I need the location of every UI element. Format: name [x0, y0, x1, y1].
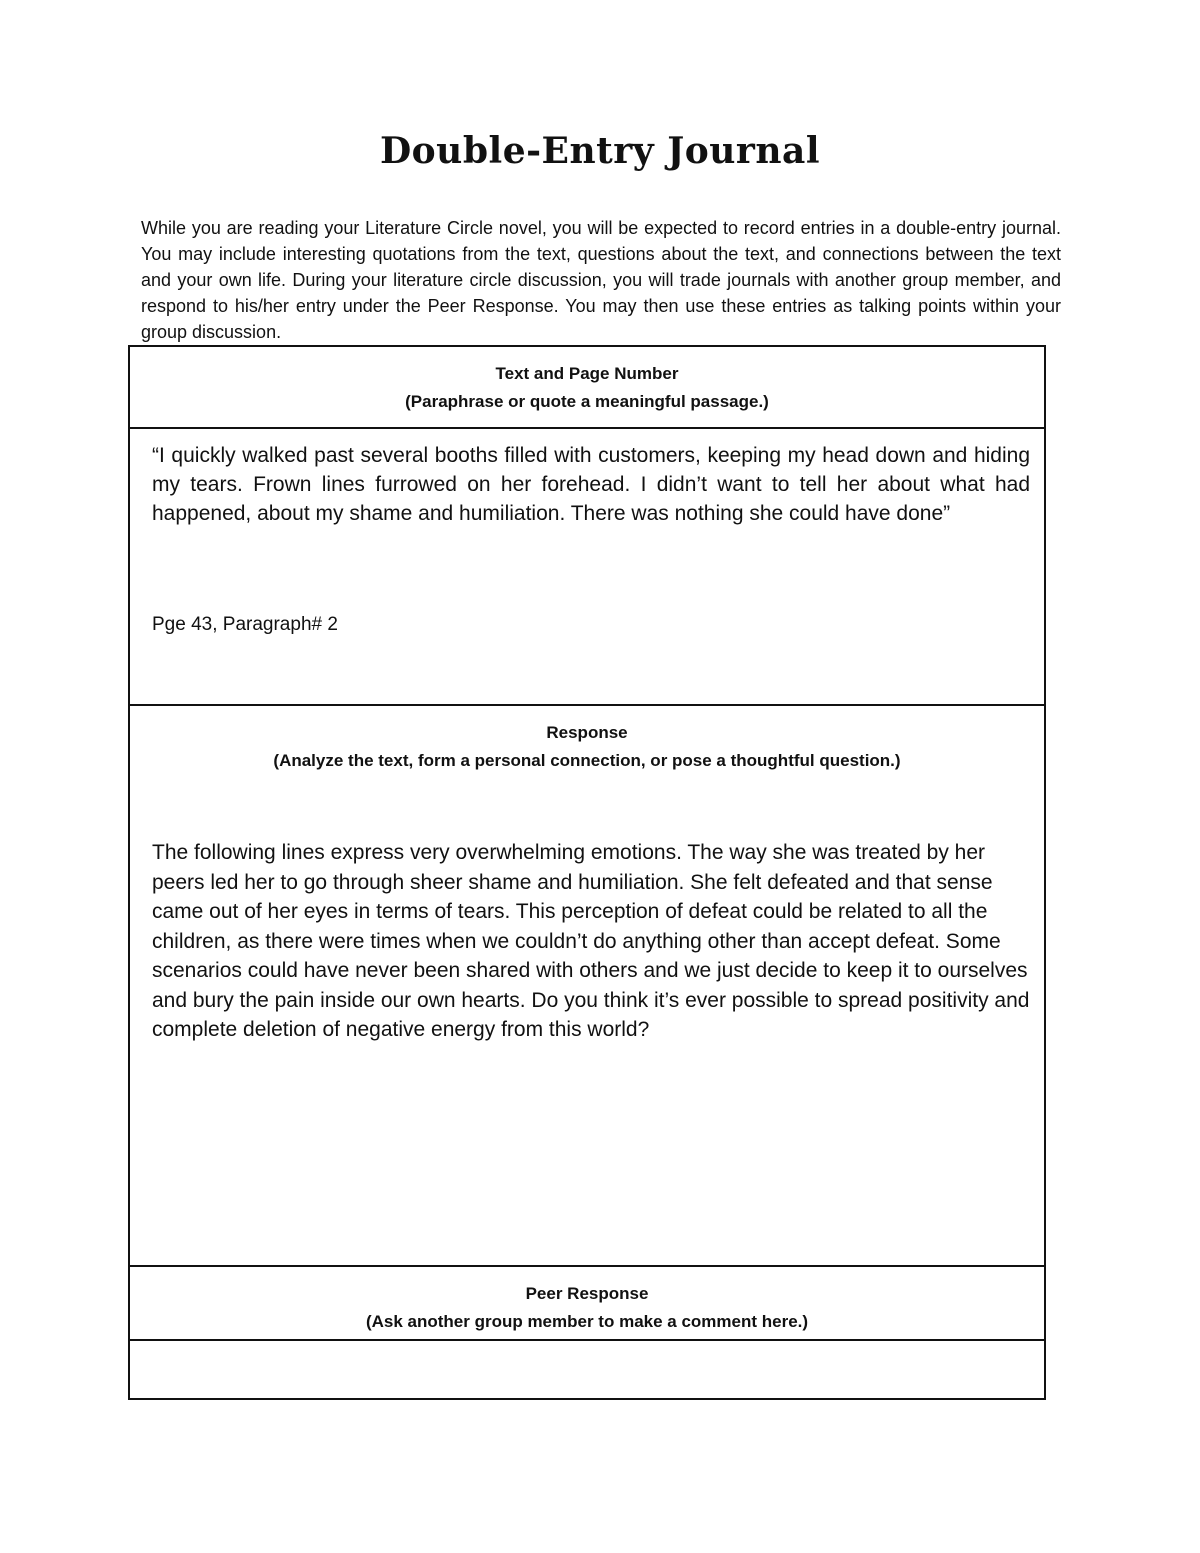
peer-section-header: [130, 1267, 1044, 1341]
text-section-heading: Text and Page Number: [495, 364, 679, 383]
response-section[interactable]: [130, 706, 1044, 1267]
response-instruction: (Analyze the text, form a personal connection, or pose a thoughtful question.): [273, 751, 901, 770]
intro-paragraph: While you are reading your Literature Circle novel, you will be expected to record entries in a double-entry journal. You may include interesting quotations from the text, questions about the text, and connections between the text and your own life. During your literature circle discussion, you will trade journals with another group member, and respond to his/her entry under the Peer Response. You may then use these entries as talking points within your group discussion.: [141, 218, 1061, 342]
text-section-instruction: (Paraphrase or quote a meaningful passage.): [405, 392, 769, 411]
peer-response-entry[interactable]: [130, 1341, 1044, 1398]
text-section-header: [130, 347, 1044, 429]
quote-text: “I quickly walked past several booths filled with customers, keeping my head down and hiding my tears. Frown lines furrowed on her forehead. I didn’t want to tell her about what had happened, about my shame and humiliation. There was nothing she could have done”: [152, 444, 1030, 525]
response-heading: Response: [546, 723, 628, 742]
text-section-entry[interactable]: [130, 429, 1044, 706]
page-title: Double-Entry Journal: [379, 130, 821, 172]
peer-instruction: (Ask another group member to make a comment here.): [365, 1312, 809, 1331]
response-text: The following lines express very overwhelming emotions. The way she was treated by her peers led her to go through sheer shame and humiliation. She felt defeated and that sense came out of her eyes in terms of tears. This perception of defeat could be related to all the children, as there were times when we couldn’t do anything other than accept defeat. Some scenarios could have never been shared with others and we just decide to keep it to ourselves and bury the pain inside our own hearts. Do you think it’s ever possible to spread positivity and complete deletion of negative energy from this world?: [152, 841, 1030, 1041]
peer-heading: Peer Response: [525, 1284, 649, 1303]
journal-table: [128, 345, 1046, 1400]
page-reference: Pge 43, Paragraph# 2: [152, 614, 338, 635]
